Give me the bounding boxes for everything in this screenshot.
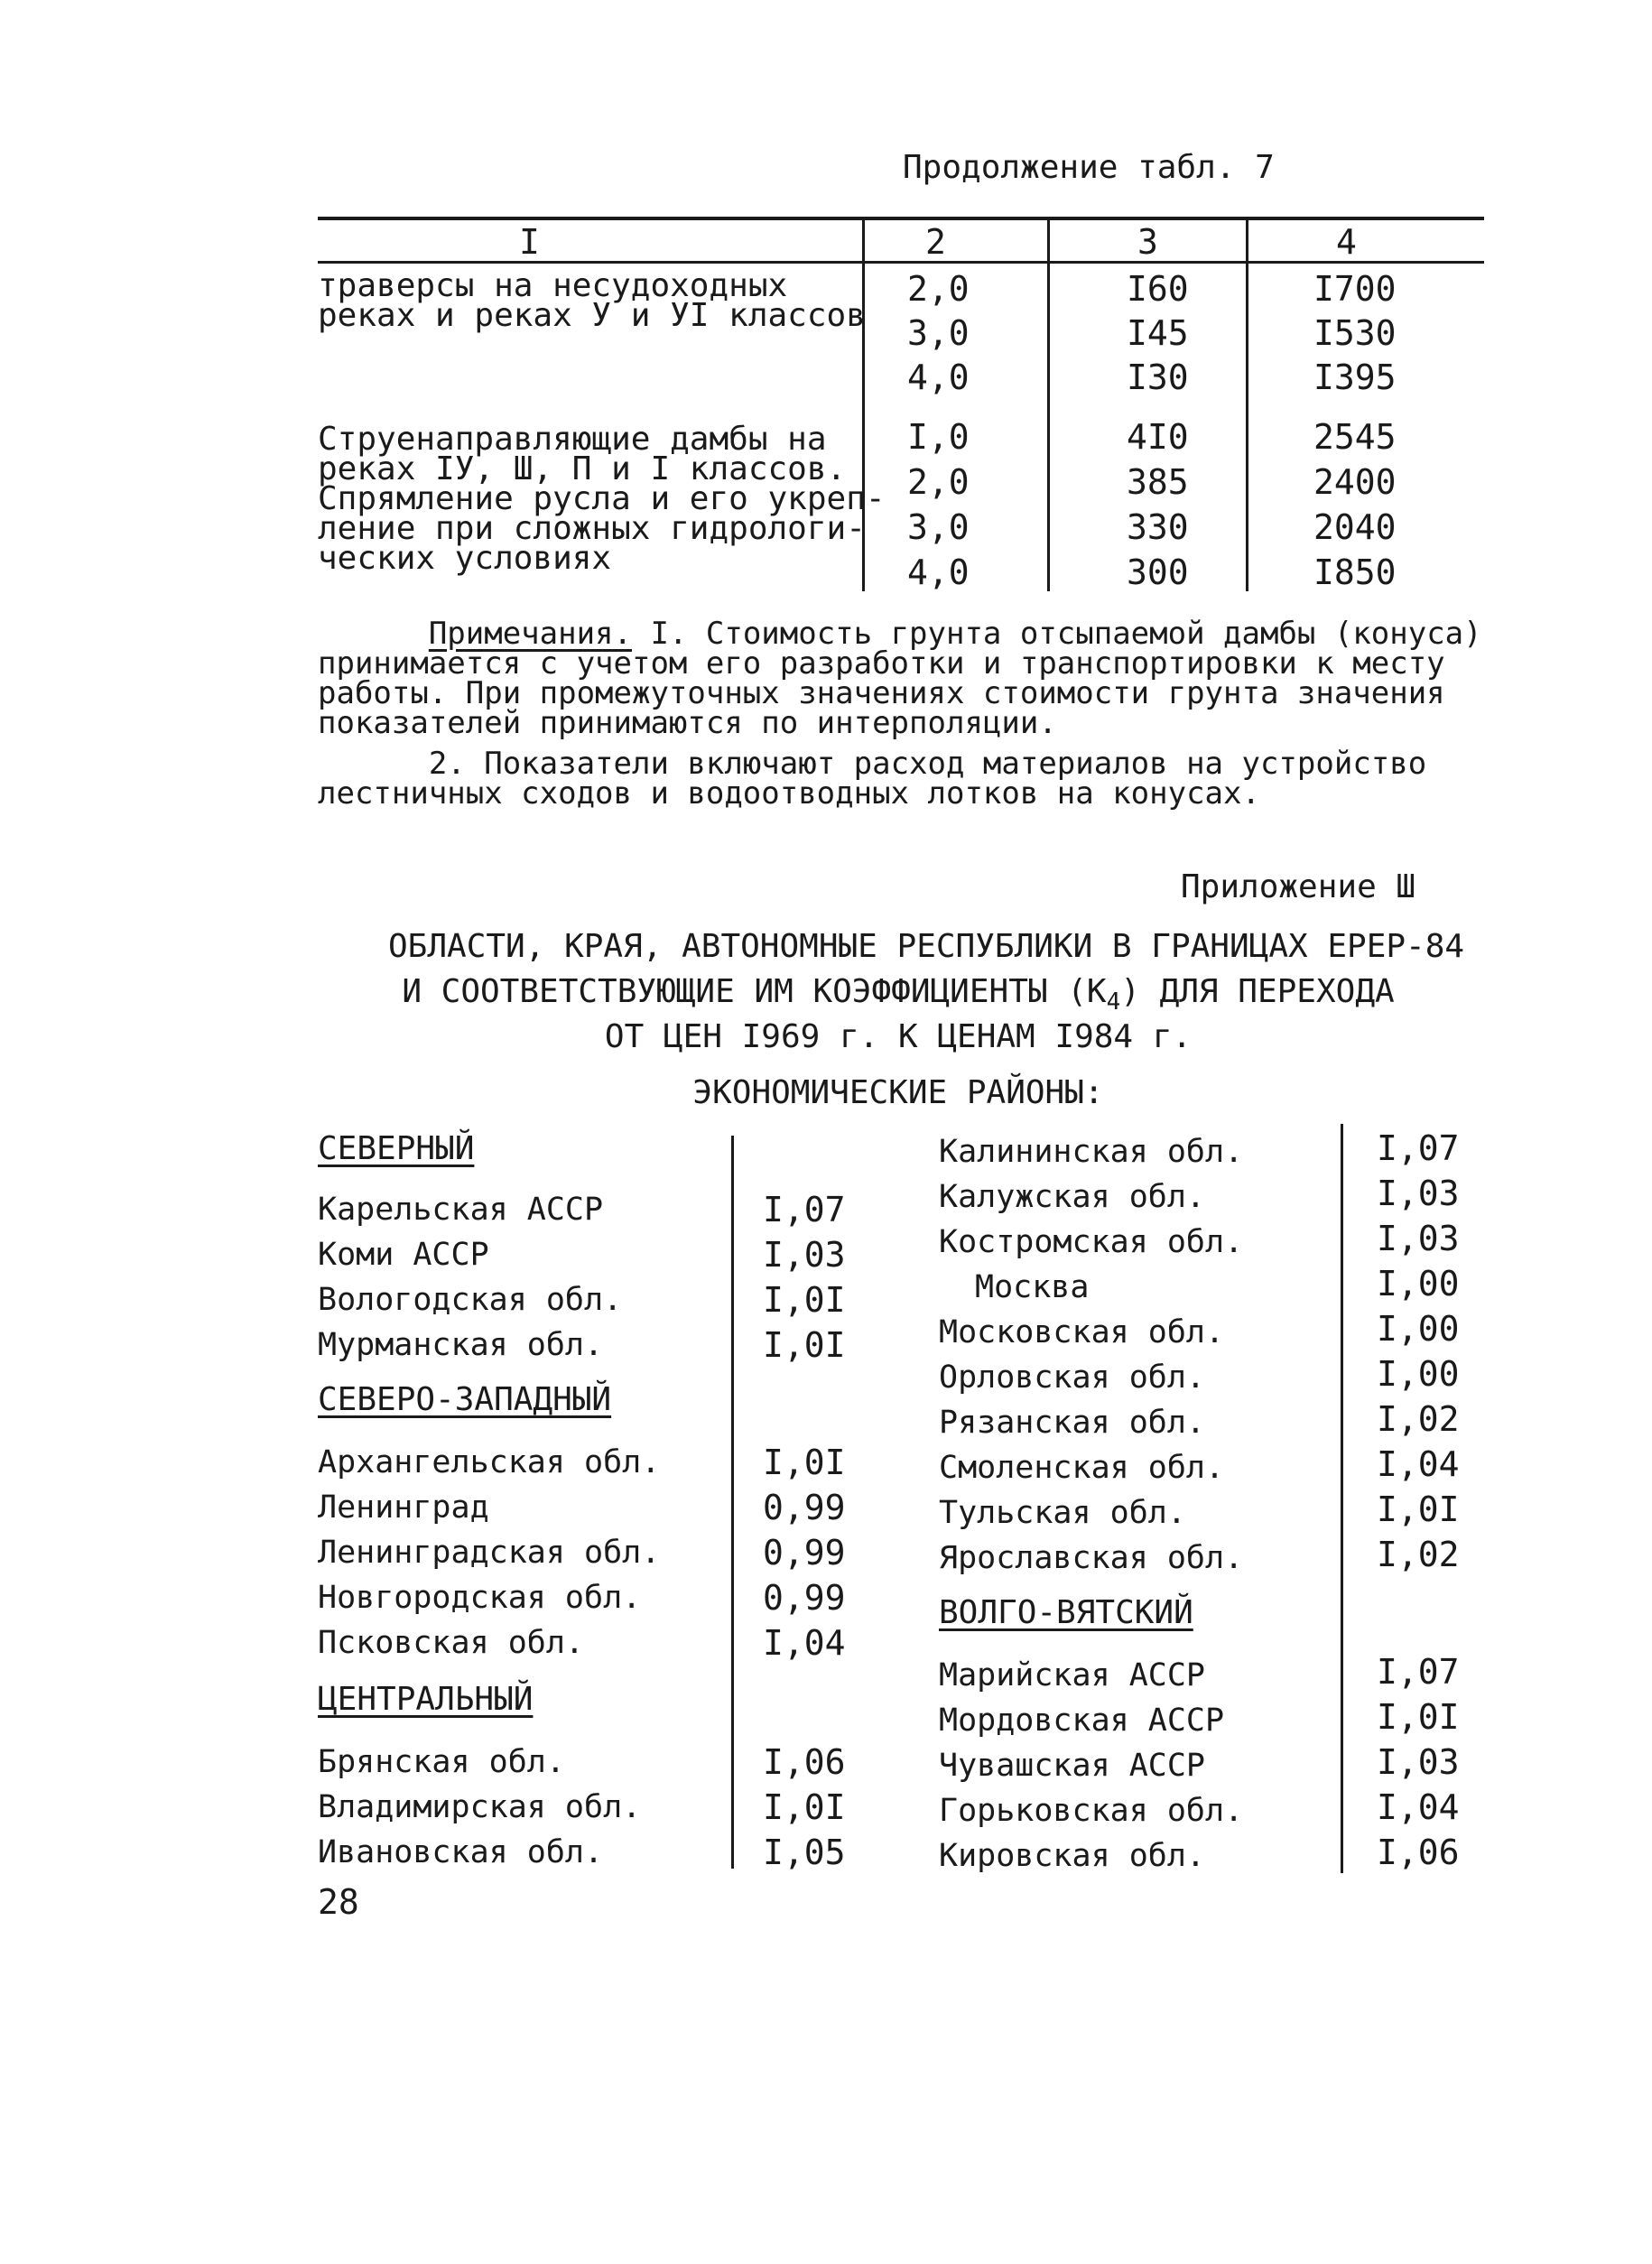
table-cell: 2,0 bbox=[907, 462, 970, 502]
table-cell: 2,0 bbox=[907, 269, 970, 309]
region-item-name: Вологодская обл. bbox=[318, 1282, 623, 1318]
region-item-name: Смоленская обл. bbox=[939, 1450, 1225, 1486]
region-item-coef: I,0I bbox=[763, 1443, 846, 1482]
table-cell: I700 bbox=[1313, 269, 1397, 309]
note-1: Примечания. I. Стоимость грунта отсыпаемой дамбы (конуса) принимается с учетом его разработки и транспортировки к месту работы. При промежуточных значениях стоимости грунта значения показателей принимаются по интерполяции. bbox=[318, 616, 1482, 741]
region-item-coef: I,03 bbox=[1377, 1742, 1460, 1782]
table-cell: 2545 bbox=[1313, 417, 1397, 457]
region-item-name: Коми АССР bbox=[318, 1237, 489, 1273]
table-cell: 3,0 bbox=[907, 313, 970, 353]
appendix-title-line-1: ОБЛАСТИ, КРАЯ, АВТОНОМНЫЕ РЕСПУБЛИКИ В ГРАНИЦАХ ЕРЕР-84 bbox=[388, 928, 1465, 965]
region-item-coef: I,02 bbox=[1377, 1535, 1460, 1574]
region-item-coef: I,0I bbox=[1377, 1697, 1460, 1737]
region-item-name: Мурманская обл. bbox=[318, 1327, 604, 1363]
table-header-1: I bbox=[519, 222, 540, 262]
region-item-name: Архангельская обл. bbox=[318, 1444, 661, 1480]
region-item-name: Ленинград bbox=[318, 1489, 489, 1526]
region-item-coef: I,04 bbox=[1377, 1444, 1460, 1484]
region-item-name: Тульская обл. bbox=[939, 1495, 1186, 1531]
table-cell: I30 bbox=[1127, 357, 1189, 397]
region-item-coef: I,0I bbox=[763, 1325, 846, 1365]
table-cell: 4,0 bbox=[907, 552, 970, 592]
appendix-subtitle: ЭКОНОМИЧЕСКИЕ РАЙОНЫ: bbox=[692, 1074, 1104, 1111]
table-cell: 3,0 bbox=[907, 507, 970, 547]
region-item-coef: I,00 bbox=[1377, 1264, 1460, 1304]
region-item-name: Псковская обл. bbox=[318, 1625, 585, 1661]
region-item-name: Ленинградская обл. bbox=[318, 1535, 661, 1571]
table-header-rule bbox=[318, 261, 1484, 264]
region-item-name: Марийская АССР bbox=[939, 1657, 1206, 1693]
table-row-description: Струенаправляющие дамбы на реках IУ, Ш, П и I классов. Спрямление русла и его укреп- ление при сложных гидрологи- ческих условиях bbox=[318, 421, 886, 577]
table-header-4: 4 bbox=[1336, 222, 1357, 262]
region-item-coef: I,0I bbox=[1377, 1489, 1460, 1529]
table-col-divider bbox=[1047, 217, 1050, 591]
region-item-coef: I,00 bbox=[1377, 1354, 1460, 1394]
region-item-name: Ивановская обл. bbox=[318, 1834, 604, 1870]
region-item-coef: I,06 bbox=[763, 1742, 846, 1782]
appendix-title-line-3: ОТ ЦЕН I969 г. К ЦЕНАМ I984 г. bbox=[604, 1018, 1193, 1055]
region-item-name: Чувашская АССР bbox=[939, 1748, 1206, 1784]
page-number: 28 bbox=[318, 1882, 359, 1922]
region-item-name: Горьковская обл. bbox=[939, 1793, 1244, 1829]
table-header-3: 3 bbox=[1137, 222, 1158, 262]
region-item-name: Новгородская обл. bbox=[318, 1580, 642, 1616]
region-heading-sever: СЕВЕРНЫЙ bbox=[318, 1130, 475, 1167]
table-caption: Продолжение табл. 7 bbox=[903, 149, 1275, 186]
table-header-2: 2 bbox=[925, 222, 946, 262]
table-cell: 300 bbox=[1127, 552, 1189, 592]
region-item-coef: I,02 bbox=[1377, 1399, 1460, 1439]
region-item-name: Мордовская АССР bbox=[939, 1703, 1225, 1739]
region-item-coef: I,07 bbox=[1377, 1652, 1460, 1692]
note-2: 2. Показатели включают расход материалов на устройство лестничных сходов и водоотводных лотков на конусах. bbox=[318, 746, 1427, 812]
region-item-coef: I,04 bbox=[763, 1623, 846, 1663]
region-item-coef: I,05 bbox=[763, 1833, 846, 1872]
table-cell: 2400 bbox=[1313, 462, 1397, 502]
region-item-coef: I,0I bbox=[763, 1280, 846, 1320]
region-item-coef: 0,99 bbox=[763, 1488, 846, 1527]
table-cell: I850 bbox=[1313, 552, 1397, 592]
table-col-divider bbox=[1246, 217, 1248, 591]
region-item-name: Москва bbox=[975, 1269, 1090, 1305]
list-divider-left bbox=[731, 1136, 734, 1869]
table-cell: I395 bbox=[1313, 357, 1397, 397]
table-cell: 4,0 bbox=[907, 357, 970, 397]
region-item-name: Калужская обл. bbox=[939, 1179, 1206, 1215]
region-item-name: Брянская обл. bbox=[318, 1744, 565, 1780]
region-item-coef: I,03 bbox=[763, 1235, 846, 1275]
region-heading-severo-zapad: СЕВЕРО-ЗАПАДНЫЙ bbox=[318, 1381, 612, 1418]
region-item-name: Кировская обл. bbox=[939, 1838, 1206, 1874]
region-item-coef: I,0I bbox=[763, 1787, 846, 1827]
region-item-name: Орловская обл. bbox=[939, 1359, 1206, 1396]
region-item-coef: 0,99 bbox=[763, 1533, 846, 1573]
table-cell: 385 bbox=[1127, 462, 1189, 502]
region-item-name: Московская обл. bbox=[939, 1314, 1225, 1350]
table-cell: 4I0 bbox=[1127, 417, 1189, 457]
region-item-coef: I,00 bbox=[1377, 1309, 1460, 1349]
region-heading-central: ЦЕНТРАЛЬНЫЙ bbox=[318, 1681, 534, 1718]
region-item-coef: 0,99 bbox=[763, 1578, 846, 1618]
region-item-coef: I,03 bbox=[1377, 1219, 1460, 1258]
region-item-name: Карельская АССР bbox=[318, 1192, 604, 1228]
region-heading-volgo-vyatsk: ВОЛГО-ВЯТСКИЙ bbox=[939, 1594, 1193, 1631]
region-item-coef: I,04 bbox=[1377, 1787, 1460, 1827]
region-item-coef: I,07 bbox=[1377, 1128, 1460, 1168]
region-item-name: Владимирская обл. bbox=[318, 1789, 642, 1825]
appendix-title-line-2: И СООТВЕТСТВУЮЩИЕ ИМ КОЭФФИЦИЕНТЫ $(К_4)$ ДЛЯ ПЕРЕХОДА bbox=[402, 973, 1395, 1016]
region-item-name: Ярославская обл. bbox=[939, 1540, 1244, 1576]
table-cell: I,0 bbox=[907, 417, 970, 457]
table-cell: 330 bbox=[1127, 507, 1189, 547]
region-item-coef: I,03 bbox=[1377, 1174, 1460, 1213]
list-divider-right bbox=[1341, 1124, 1343, 1873]
region-item-name: Рязанская обл. bbox=[939, 1405, 1206, 1441]
table-top-rule bbox=[318, 217, 1484, 220]
table-cell: 2040 bbox=[1313, 507, 1397, 547]
region-item-name: Калининская обл. bbox=[939, 1134, 1244, 1170]
table-cell: I60 bbox=[1127, 269, 1189, 309]
table-row-description: траверсы на несудоходных реках и реках У и УI классов bbox=[318, 267, 866, 334]
table-cell: I45 bbox=[1127, 313, 1189, 353]
table-cell: I530 bbox=[1313, 313, 1397, 353]
region-item-coef: I,06 bbox=[1377, 1833, 1460, 1872]
appendix-label: Приложение Ш bbox=[1181, 868, 1416, 905]
region-item-name: Костромская обл. bbox=[939, 1224, 1244, 1260]
region-item-coef: I,07 bbox=[763, 1190, 846, 1229]
